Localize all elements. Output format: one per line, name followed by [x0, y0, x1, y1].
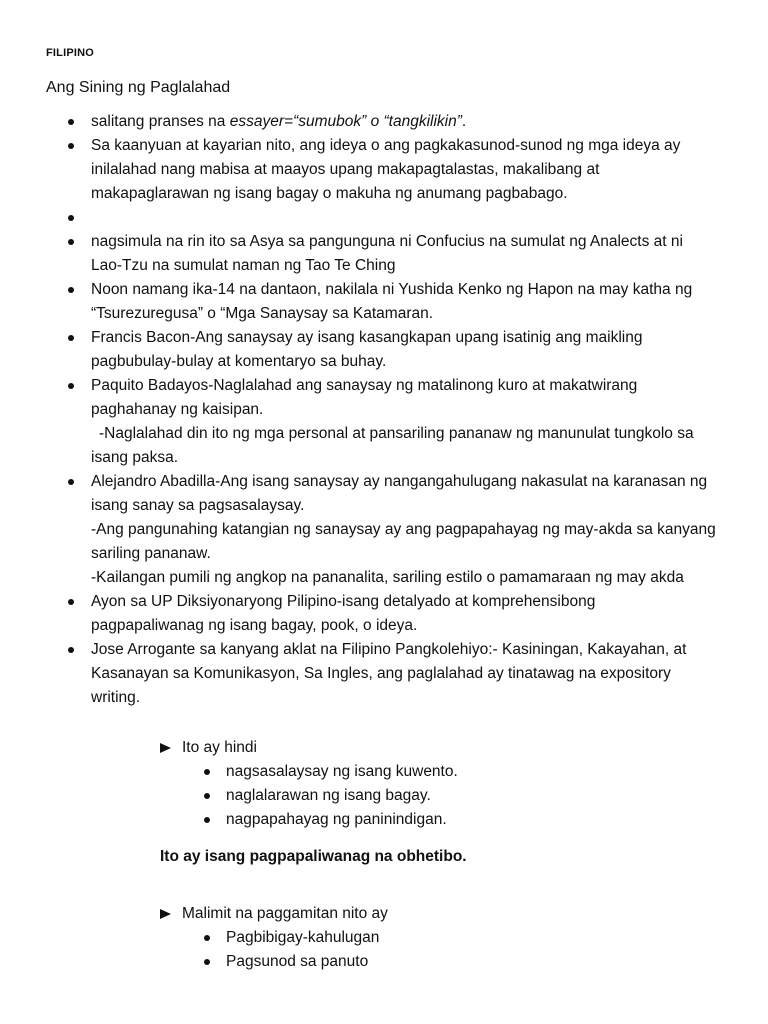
list-line: pagpapaliwanag ng isang bagay, pook, o ideya. — [91, 617, 418, 634]
list-line — [91, 206, 734, 230]
list-item — [0, 110, 768, 134]
sub-list-text: Pagsunod sa panuto — [226, 953, 369, 970]
sub-bullet-list — [160, 926, 720, 974]
list-item — [0, 134, 768, 206]
list-item — [0, 590, 768, 638]
list-line: Francis Bacon-Ang sanaysay ay isang kasangkapan upang isatinig ang maikling — [91, 329, 643, 346]
list-line: -Ang pangunahing katangian ng sanaysay ay ang pagpapahayag ng may-akda sa kanyang — [91, 521, 716, 538]
list-line: writing. — [91, 689, 141, 706]
list-item — [0, 230, 768, 278]
list-line: sariling pananaw. — [91, 545, 211, 562]
sub-list-item — [160, 760, 720, 784]
list-item — [0, 374, 768, 470]
document-title: Ang Sining ng Paglalahad — [46, 79, 231, 96]
bullet-icon — [68, 239, 74, 245]
list-line: nagsimula na rin ito sa Asya sa pangunguna ni Confucius na sumulat ng Analects at ni — [91, 233, 683, 250]
list-line-text: . — [461, 113, 467, 130]
sub-list-item — [160, 808, 720, 832]
main-bullet-list — [0, 110, 768, 710]
sub-list-text: naglalarawan ng isang bagay. — [226, 787, 431, 804]
list-line: paghahanay ng kaisipan. — [91, 401, 264, 418]
list-line: Lao-Tzu na sumulat naman ng Tao Te Ching — [91, 257, 396, 274]
list-line: Paquito Badayos-Naglalahad ang sanaysay ng matalinong kuro at makatwirang — [91, 377, 638, 394]
list-item — [0, 638, 768, 710]
bold-statement: Ito ay isang pagpapaliwanag na obhetibo. — [160, 848, 467, 865]
sub-list-item — [160, 950, 720, 974]
list-line: “Tsurezuregusa” o “Mga Sanaysay sa Katamaran. — [91, 305, 434, 322]
bullet-icon — [68, 599, 74, 605]
list-item — [0, 470, 768, 590]
list-line: Sa kaanyuan at kayarian nito, ang ideya o ang pagkakasunod-sunod ng mga ideya ay — [91, 137, 681, 154]
list-line: makapaglarawan ng isang bagay o makuha ng anumang pagbabago. — [91, 185, 568, 202]
bullet-icon — [68, 287, 74, 293]
list-line: Jose Arrogante sa kanyang aklat na Filipino Pangkolehiyo:- Kasiningan, Kakayahan, at — [91, 641, 687, 658]
sub-list-item — [160, 784, 720, 808]
italic-term: essayer=“sumubok” o “tangkilikin” — [229, 113, 462, 130]
list-line: -Naglalahad din ito ng mga personal at pansariling pananaw ng manunulat tungkolo sa — [99, 425, 694, 442]
list-line-text: salitang pranses na — [91, 113, 230, 130]
sub-list-item — [160, 926, 720, 950]
bullet-icon — [204, 793, 210, 799]
bullet-icon — [68, 143, 74, 149]
list-item — [0, 278, 768, 326]
sub-list-text: nagsasalaysay ng isang kuwento. — [226, 763, 458, 780]
section-heading-row — [160, 902, 720, 926]
section-heading: Ito ay hindi — [182, 739, 257, 756]
sub-list-text: Pagbibigay-kahulugan — [226, 929, 380, 946]
section-ito-ay-hindi — [160, 736, 720, 832]
bullet-icon — [204, 935, 210, 941]
arrow-bullet-icon — [160, 743, 171, 753]
list-line: Alejandro Abadilla-Ang isang sanaysay ay nangangahulugang nakasulat na karanasan ng — [91, 473, 708, 490]
bullet-icon — [68, 335, 74, 341]
bullet-icon — [204, 959, 210, 965]
bullet-icon — [204, 817, 210, 823]
bullet-icon — [68, 119, 74, 125]
sub-bullet-list — [160, 760, 720, 832]
list-line: -Kailangan pumili ng angkop na pananalita, sariling estilo o pamamaraan ng may akda — [91, 569, 684, 586]
section-malimit — [160, 902, 720, 974]
section-heading-row — [160, 736, 720, 760]
list-line: Noon namang ika-14 na dantaon, nakilala ni Yushida Kenko ng Hapon na may katha ng — [91, 281, 693, 298]
arrow-bullet-icon — [160, 909, 171, 919]
bullet-icon — [68, 647, 74, 653]
sub-list-text: nagpapahayag ng paninindigan. — [226, 811, 447, 828]
list-line: Kasanayan sa Komunikasyon, Sa Ingles, ang paglalahad ay tinatawag na expository — [91, 665, 671, 682]
list-line: isang paksa. — [91, 449, 179, 466]
bullet-icon — [68, 383, 74, 389]
bullet-icon — [68, 215, 74, 221]
list-line: isang sanay sa pagsasalaysay. — [91, 497, 305, 514]
list-line: pagbubulay-bulay at komentaryo sa buhay. — [91, 353, 387, 370]
empty-list-item — [0, 206, 768, 230]
section-heading: Malimit na paggamitan nito ay — [182, 905, 388, 922]
list-line — [91, 110, 734, 134]
bullet-icon — [68, 479, 74, 485]
list-item — [0, 326, 768, 374]
list-line: Ayon sa UP Diksiyonaryong Pilipino-isang detalyado at komprehensibong — [91, 593, 596, 610]
bullet-icon — [204, 769, 210, 775]
list-line: inilalahad nang mabisa at maayos upang makapagtalastas, makalibang at — [91, 161, 600, 178]
subject-heading: FILIPINO — [46, 47, 95, 59]
